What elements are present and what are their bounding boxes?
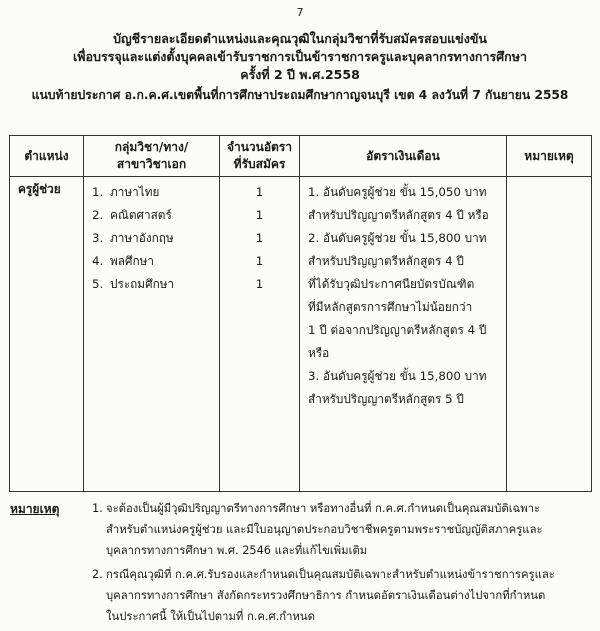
- header-rate: อัตราเงินเดือน: [300, 136, 507, 177]
- rate-line: 1. อันดับครูผู้ช่วย ขั้น 15,050 บาท: [308, 185, 487, 199]
- rate-cell: [300, 177, 507, 492]
- count-list: [220, 177, 299, 296]
- remark-number: 2.: [92, 568, 103, 581]
- remark-line: บุคลากรทางการศึกษา พ.ศ. 2546 และที่แก้ไขเพิ่มเติม: [106, 544, 368, 557]
- subject-name: คณิตศาสตร์: [110, 208, 172, 222]
- title-line-4: แนบท้ายประกาศ อ.ก.ค.ศ.เขตพื้นที่การศึกษาประถมศึกษากาญจนบุรี เขต 4 ลงวันที่ 7 กันยายน 2558: [31, 88, 569, 102]
- rate-line: สำหรับปริญญาตรีหลักสูตร 4 ปี: [308, 254, 464, 268]
- remark-2: [92, 564, 555, 627]
- header-count: [220, 136, 300, 177]
- subject-name: ภาษาอังกฤษ: [110, 231, 174, 245]
- header-count-line-2: ที่รับสมัคร: [233, 157, 286, 171]
- position-cell: [10, 177, 84, 492]
- rate-list: [300, 177, 506, 411]
- subject-number: 5.: [92, 277, 104, 291]
- header-position: ตำแหน่ง: [10, 136, 84, 177]
- subject-item: [92, 227, 219, 250]
- count-value: 1: [255, 208, 264, 222]
- title-line-2: เพื่อบรรจุและแต่งตั้งบุคคลเข้ารับราชการเป็นข้าราชการครูและบุคลากรทางการศึกษา: [73, 49, 527, 64]
- header-subject-line-1: กลุ่มวิชา/ทาง/: [114, 140, 189, 154]
- header-note: หมายเหตุ: [507, 136, 592, 177]
- rate-line: สำหรับปริญญาตรีหลักสูตร 5 ปี: [308, 392, 464, 406]
- subject-item: [92, 273, 219, 296]
- subject-name: พลศึกษา: [110, 254, 155, 268]
- subject-number: 2.: [92, 208, 104, 222]
- count-value: 1: [255, 277, 264, 291]
- subject-number: 1.: [92, 185, 104, 199]
- rate-line: 1 ปี ต่อจากปริญญาตรีหลักสูตร 4 ปี: [308, 323, 487, 337]
- subject-number: 4.: [92, 254, 104, 268]
- remark-line: กรณีคุณวุฒิที่ ก.ค.ศ.รับรองและกำหนดเป็นคุณสมบัติเฉพาะสำหรับตำแหน่งข้าราชการครูและ: [106, 568, 555, 581]
- header-subject-line-2: สาขาวิชาเอก: [116, 157, 187, 171]
- rate-line: 2. อันดับครูผู้ช่วย ขั้น 15,800 บาท: [308, 231, 487, 245]
- rate-line: ที่ได้รับวุฒิประกาศนียบัตรบัณฑิต: [308, 277, 475, 291]
- remarks-label: หมายเหตุ: [10, 502, 60, 516]
- subject-item: [92, 204, 219, 227]
- subject-name: ประถมศึกษา: [110, 277, 175, 291]
- remark-number: 1.: [92, 502, 103, 515]
- count-value: 1: [255, 231, 264, 245]
- count-cell: [220, 177, 300, 492]
- remark-line: จะต้องเป็นผู้มีวุฒิปริญญาตรีทางการศึกษา หรือทางอื่นที่ ก.ค.ศ.กำหนดเป็นคุณสมบัติเฉพาะ: [106, 502, 541, 515]
- remark-1: [92, 498, 543, 561]
- remark-line: บุคลากรทางการศึกษา สังกัดกระทรวงศึกษาธิการ กำหนดอัตราเงินเดือนต่างไปจากที่กำหนด: [106, 589, 546, 602]
- count-value: 1: [255, 254, 264, 268]
- subject-item: [92, 250, 219, 273]
- rate-line: หรือ: [308, 346, 330, 360]
- subject-item: [92, 181, 219, 204]
- positions-table: [9, 135, 592, 492]
- subjects-cell: [84, 177, 220, 492]
- rate-line: 3. อันดับครูผู้ช่วย ขั้น 15,800 บาท: [308, 369, 487, 383]
- subject-name: ภาษาไทย: [110, 185, 160, 199]
- table-header-row: [10, 136, 592, 177]
- rate-line: ที่มีหลักสูตรการศึกษาไม่น้อยกว่า: [308, 300, 473, 314]
- subject-list: [84, 177, 219, 296]
- note-cell: [507, 177, 592, 492]
- position-name: ครูผู้ช่วย: [18, 182, 61, 196]
- title-line-3: ครั้งที่ 2 ปี พ.ศ.2558: [240, 67, 360, 82]
- header-subject: [84, 136, 220, 177]
- title-line-1: บัญชีรายละเอียดตำแหน่งและคุณวุฒิในกลุ่มวิชาที่รับสมัครสอบแข่งขัน: [113, 31, 487, 46]
- rate-line: สำหรับปริญญาตรีหลักสูตร 4 ปี หรือ: [308, 208, 489, 222]
- count-value: 1: [255, 185, 264, 199]
- page-number: 7: [296, 6, 304, 19]
- remark-line: ในประกาศนี้ ให้เป็นไปตามที่ ก.ค.ศ.กำหนด: [106, 610, 315, 623]
- subject-number: 3.: [92, 231, 104, 245]
- header-count-line-1: จำนวนอัตรา: [226, 140, 293, 154]
- table-row: [10, 177, 592, 492]
- remark-line: สำหรับตำแหน่งครูผู้ช่วย และมีใบอนุญาตประกอบวิชาชีพครูตามพระราชบัญญัติสภาครูและ: [106, 523, 543, 536]
